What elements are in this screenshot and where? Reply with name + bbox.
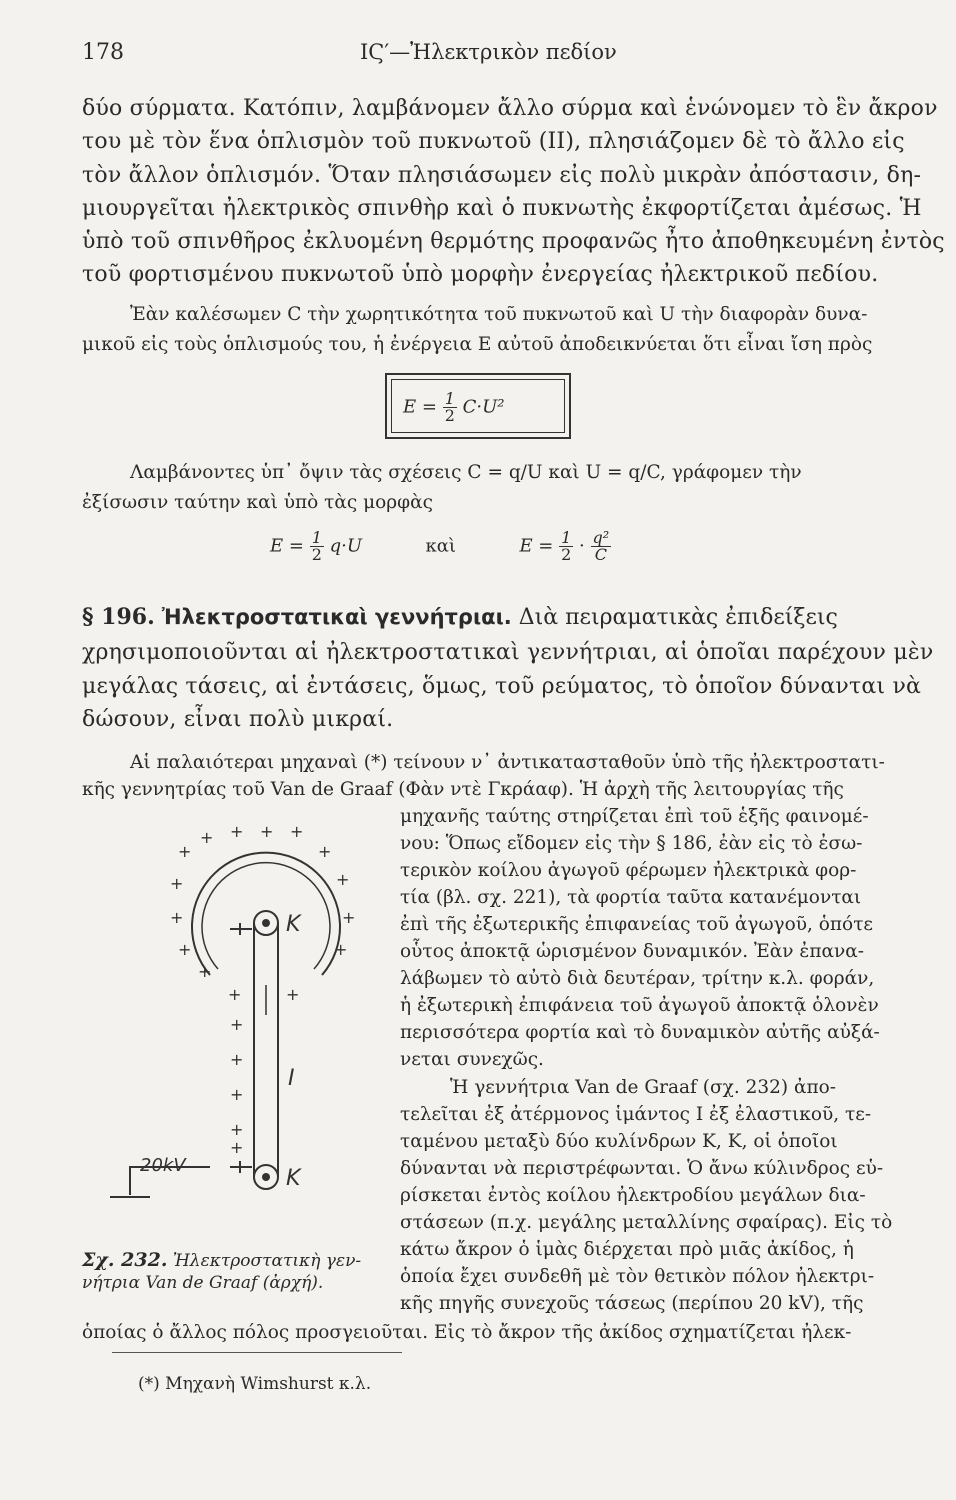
text-line: ἐξίσωσιν ταύτην καὶ ὑπὸ τὰς μορφὰς bbox=[82, 492, 433, 513]
text-line: νεται συνεχῶς. bbox=[400, 1049, 544, 1070]
text-line: τερικὸν κοίλου ἀγωγοῦ φέρωμεν ἠλεκτρικὰ φορ- bbox=[400, 860, 857, 881]
text-line: ὑπὸ τοῦ σπινθῆρος ἐκλυομένη θερμότης προφανῶς ἦτο ἀποθηκευμένη ἐντὸς bbox=[82, 229, 945, 254]
running-head: ΙϚ′—Ἠλεκτρικὸν πεδίον bbox=[360, 40, 617, 64]
svg-text:+: + bbox=[178, 842, 192, 861]
svg-text:+: + bbox=[200, 828, 214, 847]
text-line: μικοῦ εἰς τοὺς ὁπλισμούς του, ἡ ἐνέργεια E αὐτοῦ ἀποδεικνύεται ὅτι εἶναι ἴση πρὸς bbox=[82, 334, 873, 355]
svg-text:+: + bbox=[170, 874, 184, 893]
text-line: Ἐὰν καλέσωμεν C τὴν χωρητικότητα τοῦ πυκνωτοῦ καὶ U τὴν διαφορὰν δυνα- bbox=[130, 304, 868, 325]
svg-text:+: + bbox=[228, 985, 242, 1004]
svg-text:+: + bbox=[178, 940, 192, 959]
text-line: τία (βλ. σχ. 221), τὰ φορτία ταῦτα κατανέμονται bbox=[400, 887, 862, 908]
dome-electrode bbox=[192, 853, 340, 975]
svg-text:+: + bbox=[230, 1138, 244, 1157]
svg-text:+: + bbox=[342, 908, 356, 927]
text-line: δώσουν, εἶναι πολὺ μικραί. bbox=[82, 707, 394, 732]
text-line: τοῦ φορτισμένου πυκνωτοῦ ὑπὸ μορφὴν ἐνεργείας ἠλεκτρικοῦ πεδίου. bbox=[82, 262, 879, 287]
text-line: οὗτος ἀποκτᾷ ὡρισμένον δυναμικόν. Ἐὰν ἐπανα- bbox=[400, 941, 864, 962]
text-line: Ἡ γεννήτρια Van de Graaf (σχ. 232) ἀπο- bbox=[450, 1077, 837, 1098]
dome-inner bbox=[202, 863, 330, 969]
svg-text:+: + bbox=[170, 908, 184, 927]
text-line: τὸν ἄλλον ὁπλισμόν. Ὅταν πλησιάσωμεν εἰς πολὺ μικρὰν ἀπόστασιν, δη- bbox=[82, 163, 922, 188]
text-line: ἐπὶ τῆς ἐξωτερικῆς ἐπιφανείας τοῦ ἀγωγοῦ, ὁπότε bbox=[400, 914, 874, 935]
text-line: Αἱ παλαιότεραι μηχαναὶ (*) τείνουν ν᾽ ἀντικατασταθοῦν ὑπὸ τῆς ἠλεκτροστατι- bbox=[130, 752, 885, 773]
text-line: κῆς γεννητρίας τοῦ Van de Graaf (Φὰν ντὲ Γκράαφ). Ἡ ἀρχὴ τῆς λειτουργίας τῆς bbox=[82, 779, 844, 800]
text-line: κῆς πηγῆς συνεχοῦς τάσεως (περίπου 20 kV), τῆς bbox=[400, 1293, 864, 1314]
footnote-rule bbox=[112, 1352, 402, 1353]
label-belt: I bbox=[288, 1066, 295, 1091]
text-line: περισσότερα φορτία καὶ τὸ δυναμικὸν αὐτῆς αὐξά- bbox=[400, 1022, 880, 1043]
text-line: Λαμβάνοντες ὑπ᾽ ὄψιν τὰς σχέσεις C = q/U καὶ U = q/C, γράφομεν τὴν bbox=[130, 462, 802, 483]
figure-caption-line2: νήτρια Van de Graaf (ἀρχή). bbox=[82, 1273, 324, 1293]
svg-text:+: + bbox=[198, 962, 212, 981]
svg-text:+: + bbox=[260, 822, 274, 841]
text-line: χρησιμοποιοῦνται αἱ ἠλεκτροστατικαὶ γεννήτριαι, αἱ ὁποῖαι παρέχουν μὲν bbox=[82, 640, 934, 665]
svg-text:+: + bbox=[230, 1050, 244, 1069]
svg-text:+: + bbox=[286, 985, 300, 1004]
label-k-upper: K bbox=[286, 912, 301, 937]
svg-text:+: + bbox=[336, 870, 350, 889]
text-line: ὁποία ἔχει συνδεθῆ μὲ τὸν θετικὸν πόλον ἠλεκτρι- bbox=[400, 1266, 875, 1287]
text-line: μιουργεῖται ἠλεκτρικὸς σπινθὴρ καὶ ὁ πυκνωτὴς ἐκφορτίζεται ἀμέσως. Ἡ bbox=[82, 196, 922, 221]
svg-text:+: + bbox=[230, 1085, 244, 1104]
svg-text:+: + bbox=[334, 940, 348, 959]
text-line: ταμένου μεταξὺ δύο κυλίνδρων K, K, οἱ ὁποῖοι bbox=[400, 1131, 838, 1152]
formula-box bbox=[385, 373, 571, 439]
svg-text:+: + bbox=[230, 1120, 244, 1139]
section-heading: § 196. Ἠλεκτροστατικαὶ γεννήτριαι. Διὰ πειραματικὰς ἐπιδείξεις bbox=[82, 604, 838, 630]
text-line: τελεῖται ἐξ ἀτέρμονος ἱμάντος I ἐξ ἐλαστικοῦ, τε- bbox=[400, 1104, 872, 1125]
text-line: λάβωμεν τὸ αὐτὸ διὰ δευτέραν, τρίτην κ.λ. φοράν, bbox=[400, 968, 875, 989]
formula-line: E = $\frac{1}{2}$ q·U καὶ E = $\frac{1}{2}$ · $\frac{\text{q²}}{C}$ bbox=[270, 528, 610, 564]
text-line: δύνανται νὰ περιστρέφωνται. Ὁ ἄνω κύλινδρος εὑ- bbox=[400, 1158, 884, 1179]
label-voltage: 20kV bbox=[140, 1155, 186, 1176]
text-line: ὁποίας ὁ ἄλλος πόλος προσγειοῦται. Εἰς τὸ ἄκρον τῆς ἀκίδος σχηματίζεται ἠλεκ- bbox=[82, 1322, 852, 1343]
text-line: νου: Ὅπως εἴδομεν εἰς τὴν § 186, ἐὰν εἰς τὸ ἐσω- bbox=[400, 833, 863, 854]
text-line: ἡ ἐξωτερικὴ ἐπιφάνεια τοῦ ἀγωγοῦ ἀποκτᾷ ὁλονὲν bbox=[400, 995, 879, 1016]
text-line: του μὲ τὸν ἕνα ὁπλισμὸν τοῦ πυκνωτοῦ (II), πλησιάζομεν δὲ τὸ ἄλλο εἰς bbox=[82, 129, 905, 154]
formula-fraction: $\frac{1}{2}$ bbox=[444, 389, 455, 425]
svg-text:+: + bbox=[318, 842, 332, 861]
svg-text:+: + bbox=[290, 822, 304, 841]
text-line: ρίσκεται ἐντὸς κοίλου ἠλεκτροδίου μεγάλων δια- bbox=[400, 1185, 866, 1206]
figure-van-de-graaf bbox=[90, 805, 390, 1225]
formula-lhs: E = bbox=[403, 396, 437, 418]
label-k-lower: K bbox=[286, 1166, 301, 1191]
text-line: μηχανῆς ταύτης στηρίζεται ἐπὶ τοῦ ἑξῆς φαινομέ- bbox=[400, 806, 869, 827]
page-number: 178 bbox=[82, 40, 124, 65]
svg-text:+: + bbox=[230, 1015, 244, 1034]
footnote: (*) Μηχανὴ Wimshurst κ.λ. bbox=[138, 1374, 372, 1394]
svg-text:+: + bbox=[230, 822, 244, 841]
text-line: στάσεων (π.χ. μεγάλης μεταλλίνης σφαίρας). Εἰς τὸ bbox=[400, 1212, 893, 1233]
formula-content bbox=[403, 391, 505, 424]
figure-caption: Σχ. 232. Ἠλεκτροστατικὴ γεν- bbox=[82, 1249, 362, 1271]
text-line: δύο σύρματα. Κατόπιν, λαμβάνομεν ἄλλο σύρμα καὶ ἑνώνομεν τὸ ἓν ἄκρον bbox=[82, 96, 938, 121]
text-line: μεγάλας τάσεις, αἱ ἐντάσεις, ὅμως, τοῦ ρεύματος, τὸ ὁποῖον δύνανται νὰ bbox=[82, 674, 922, 699]
text-line: κάτω ἄκρον ὁ ἱμὰς διέρχεται πρὸ μιᾶς ἀκίδος, ἡ bbox=[400, 1239, 854, 1260]
formula-rhs: C·U² bbox=[462, 396, 505, 418]
